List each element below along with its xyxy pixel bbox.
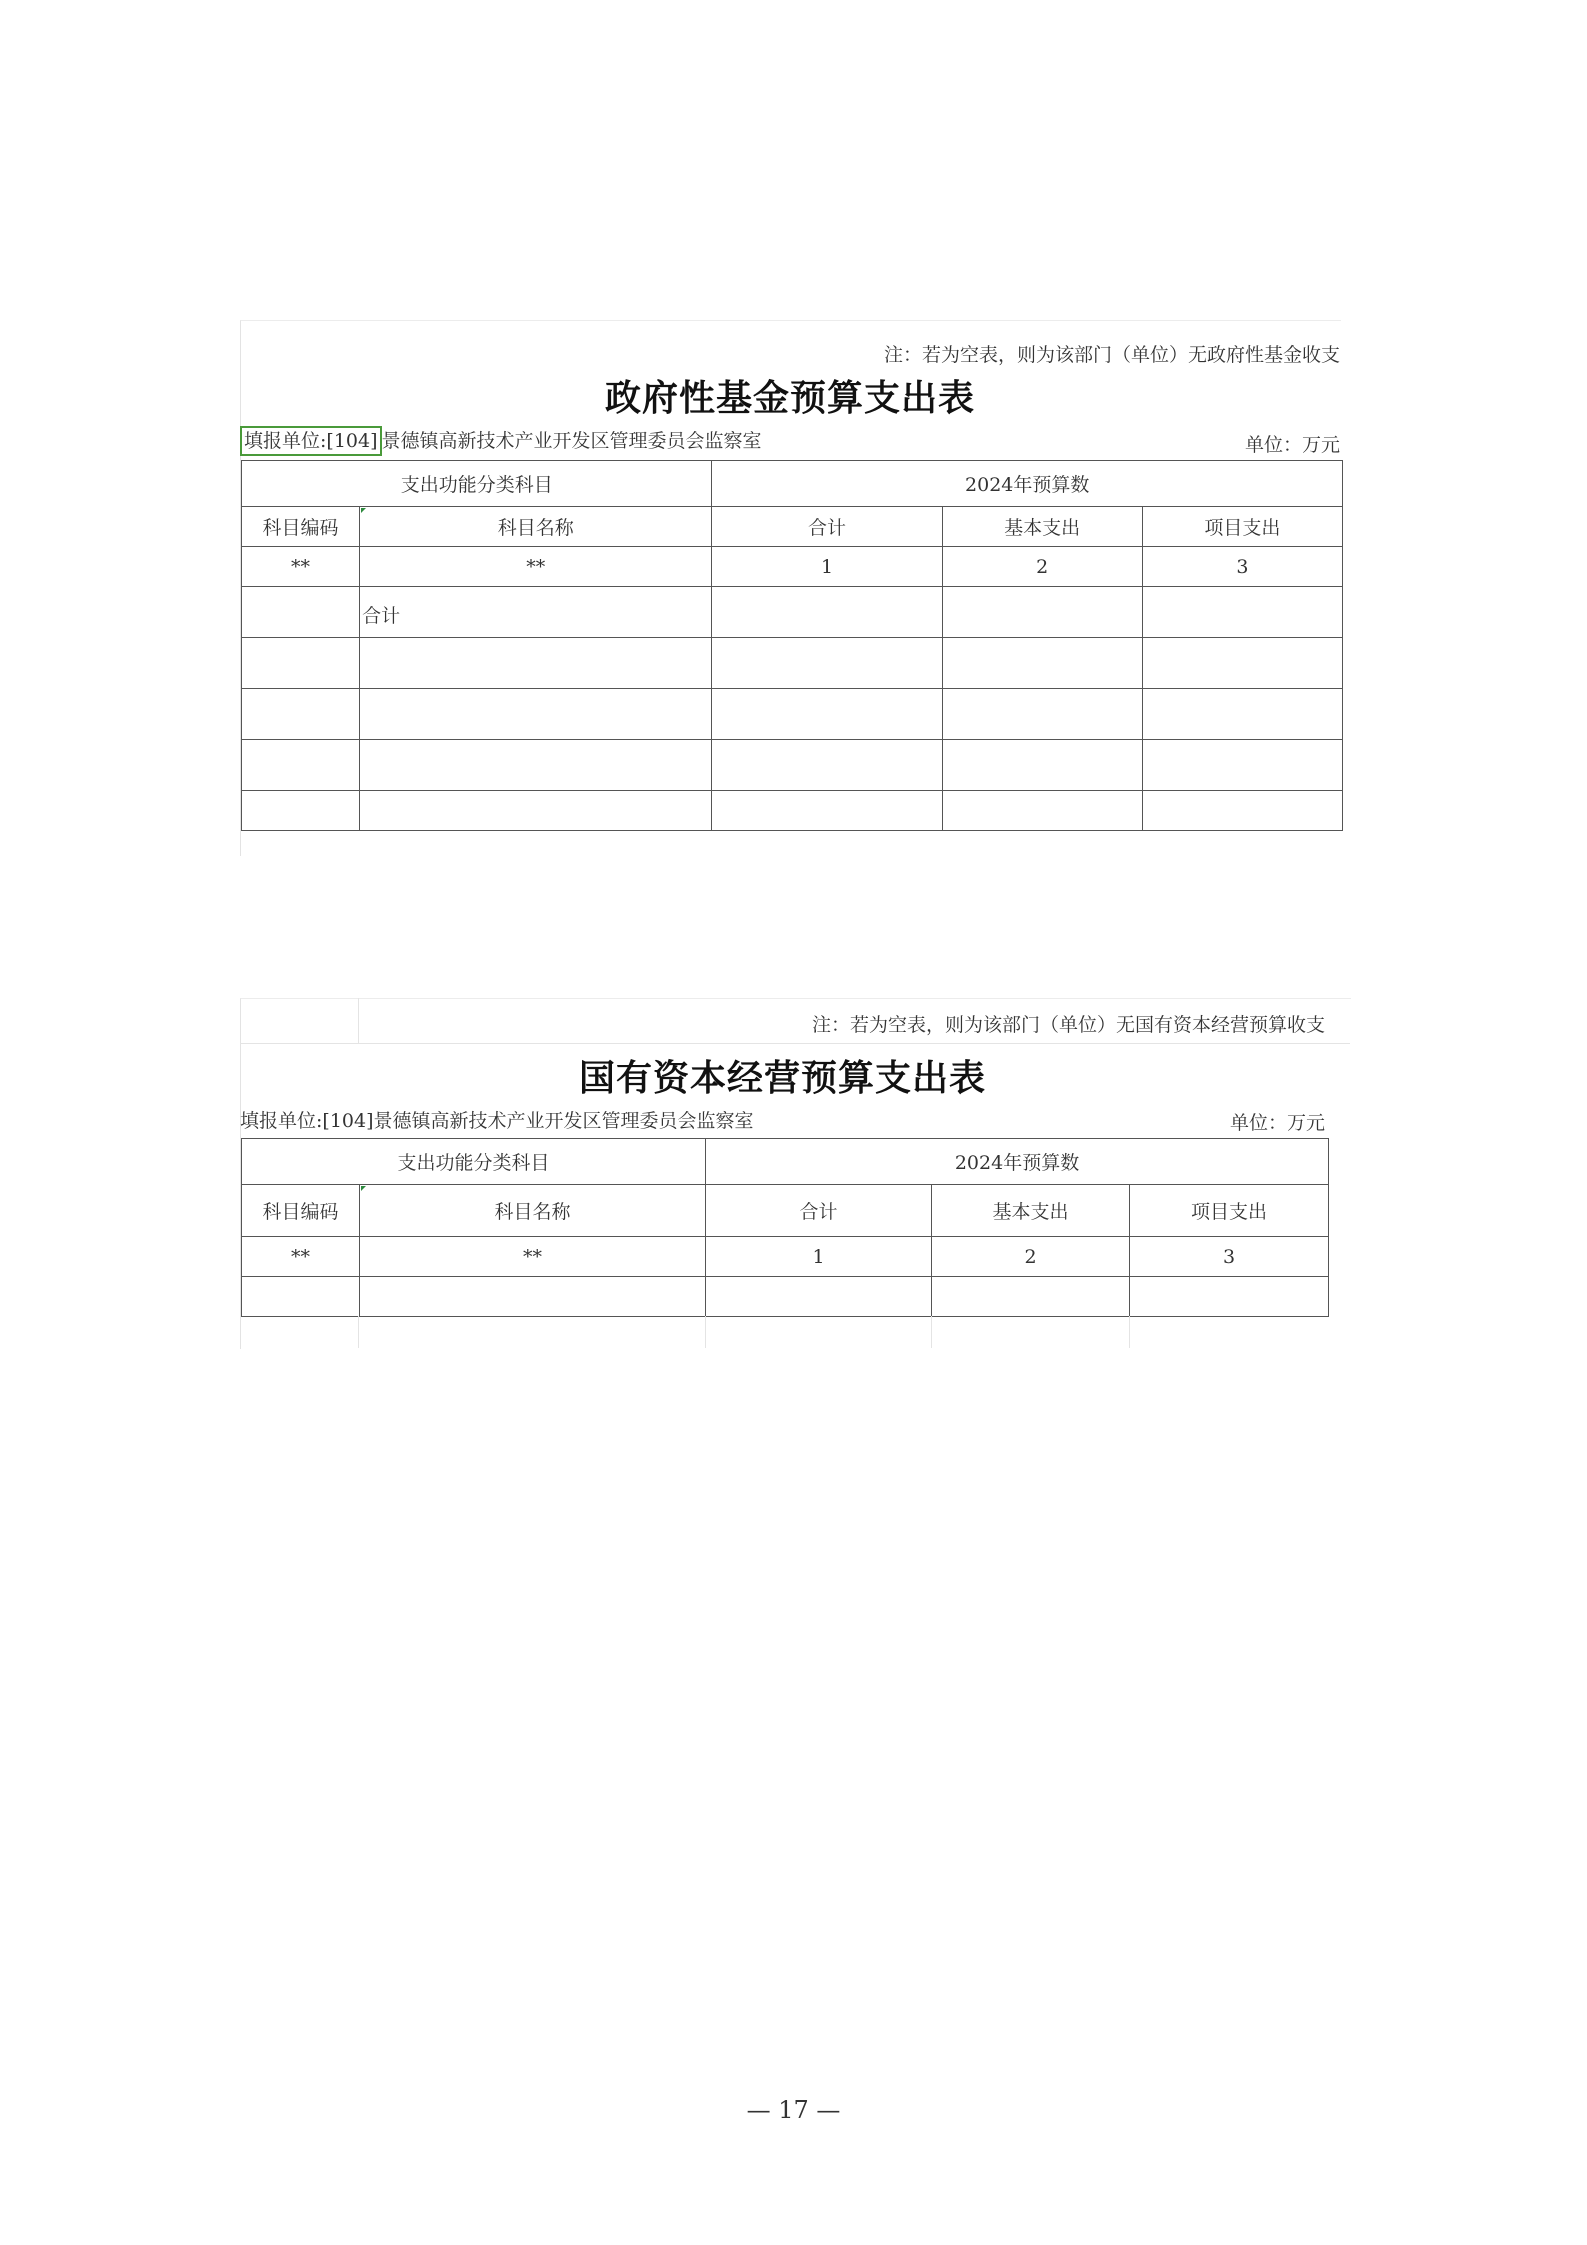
col-subject-name: 科目名称 xyxy=(360,1185,706,1237)
table-cell[interactable] xyxy=(712,791,942,831)
grid-line xyxy=(705,1316,706,1348)
index-cell: ** xyxy=(242,547,360,587)
table-cell[interactable] xyxy=(942,587,1142,638)
header-functional-category: 支出功能分类科目 xyxy=(242,1139,706,1185)
table-row xyxy=(242,740,1343,791)
table-row xyxy=(242,689,1343,740)
col-subject-code: 科目编码 xyxy=(242,1185,360,1237)
table-cell[interactable] xyxy=(360,1277,706,1317)
table-cell[interactable] xyxy=(242,689,360,740)
table-cell[interactable] xyxy=(932,1277,1130,1317)
col-project-expense: 项目支出 xyxy=(1130,1185,1329,1237)
table-cell[interactable] xyxy=(242,740,360,791)
fill-unit-name: 景德镇高新技术产业开发区管理委员会监察室 xyxy=(373,1110,754,1132)
col-basic-expense: 基本支出 xyxy=(942,507,1142,547)
table-cell[interactable] xyxy=(942,791,1142,831)
grid-line xyxy=(1129,1316,1130,1348)
fill-unit-code: [104] xyxy=(322,1110,374,1132)
table-title: 政府性基金预算支出表 xyxy=(604,377,975,419)
fill-unit-name: 景德镇高新技术产业开发区管理委员会监察室 xyxy=(381,430,762,452)
table-cell[interactable] xyxy=(706,1277,932,1317)
col-total: 合计 xyxy=(712,507,942,547)
table-cell[interactable] xyxy=(1130,1277,1329,1317)
table-cell[interactable] xyxy=(242,791,360,831)
table-cell[interactable] xyxy=(712,689,942,740)
table-cell[interactable] xyxy=(942,689,1142,740)
total-row xyxy=(242,587,1343,638)
table-cell[interactable] xyxy=(242,1277,360,1317)
index-cell: ** xyxy=(360,1237,706,1277)
table-cell[interactable] xyxy=(712,638,942,689)
grid-line xyxy=(240,1043,1350,1044)
table-cell[interactable] xyxy=(1142,638,1342,689)
table-cell[interactable] xyxy=(1142,740,1342,791)
index-cell: 2 xyxy=(942,547,1142,587)
col-subject-code: 科目编码 xyxy=(242,507,360,547)
index-cell: ** xyxy=(360,547,712,587)
budget-table xyxy=(241,460,1343,831)
index-cell: 1 xyxy=(706,1237,932,1277)
index-cell: 1 xyxy=(712,547,942,587)
col-subject-name: 科目名称 xyxy=(360,507,712,547)
empty-table-note: 注：若为空表，则为该部门（单位）无政府性基金收支 xyxy=(883,344,1340,366)
page-number: — 17 — xyxy=(746,2096,841,2124)
cell-comment-marker xyxy=(361,508,366,513)
fill-unit-code: [104] xyxy=(326,430,378,452)
table-cell[interactable] xyxy=(712,587,942,638)
table-title: 国有资本经营预算支出表 xyxy=(578,1057,986,1099)
table-cell[interactable] xyxy=(1142,587,1342,638)
table-cell[interactable] xyxy=(360,740,712,791)
unit-label: 单位：万元 xyxy=(1244,434,1340,456)
table-cell[interactable] xyxy=(1142,689,1342,740)
header-budget-year: 2024年预算数 xyxy=(706,1139,1329,1185)
col-project-expense: 项目支出 xyxy=(1142,507,1342,547)
table-cell[interactable] xyxy=(1142,791,1342,831)
table-row xyxy=(242,1277,1329,1317)
table-cell[interactable] xyxy=(942,638,1142,689)
col-basic-expense: 基本支出 xyxy=(932,1185,1130,1237)
col-total: 合计 xyxy=(706,1185,932,1237)
index-row xyxy=(242,1237,1329,1277)
empty-table-note: 注：若为空表，则为该部门（单位）无国有资本经营预算收支 xyxy=(811,1014,1325,1036)
total-row-label[interactable]: 合计 xyxy=(360,587,712,638)
header-functional-category: 支出功能分类科目 xyxy=(242,461,712,507)
fill-unit-label: 填报单位: xyxy=(244,430,327,452)
table-cell[interactable] xyxy=(242,638,360,689)
index-row xyxy=(242,547,1343,587)
cell-comment-marker xyxy=(361,1186,366,1191)
header-group-row xyxy=(242,461,1343,507)
table-row xyxy=(242,638,1343,689)
unit-label: 单位：万元 xyxy=(1229,1112,1325,1134)
table-cell[interactable] xyxy=(242,587,360,638)
grid-line xyxy=(931,1316,932,1348)
table-cell[interactable] xyxy=(360,638,712,689)
grid-line xyxy=(358,1316,359,1348)
index-cell: ** xyxy=(242,1237,360,1277)
header-group-row xyxy=(242,1139,1329,1185)
table-row xyxy=(242,791,1343,831)
table-cell[interactable] xyxy=(942,740,1142,791)
header-column-row xyxy=(242,507,1343,547)
index-cell: 3 xyxy=(1130,1237,1329,1277)
index-cell: 2 xyxy=(932,1237,1130,1277)
table-cell[interactable] xyxy=(712,740,942,791)
table-cell[interactable] xyxy=(360,689,712,740)
table-cell[interactable] xyxy=(360,791,712,831)
fill-unit-label: 填报单位: xyxy=(240,1110,323,1132)
budget-table xyxy=(241,1138,1329,1317)
header-column-row xyxy=(242,1185,1329,1237)
index-cell: 3 xyxy=(1142,547,1342,587)
header-budget-year: 2024年预算数 xyxy=(712,461,1343,507)
